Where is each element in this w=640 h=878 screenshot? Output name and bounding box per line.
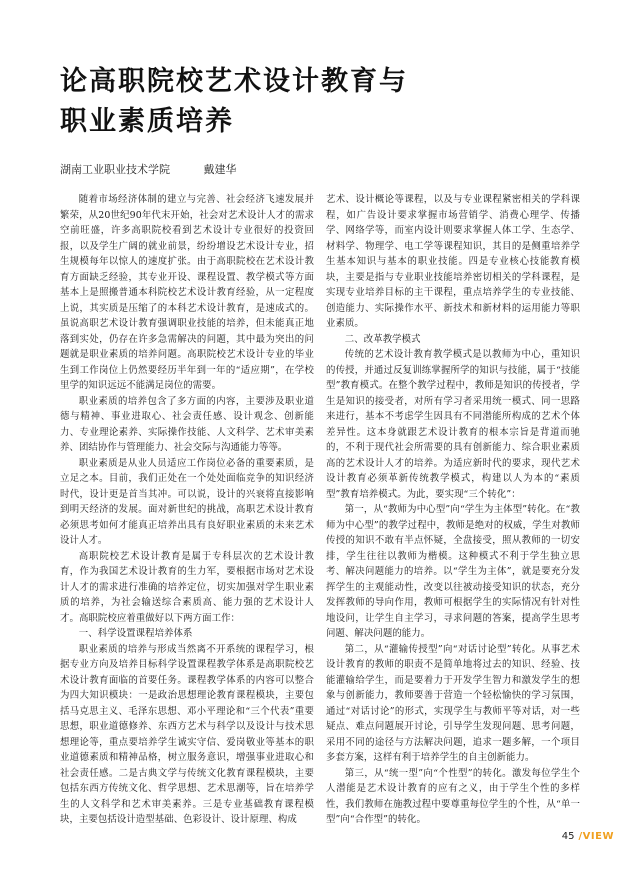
body-paragraph: 第三，从“统一型”向“个性型”的转化。激发每位学生个人潜能是艺术设计教育的应有之义，由于学生个性的多样性，我们教师在施教过程中要尊重每位学生的个性，从“单一型”向“合作型”的转化。: [326, 767, 580, 825]
body-paragraph: 职业素质是从业人员适应工作岗位必备的重要素质，是立足之本。目前，我们正处在一个处处面临竞争的知识经济时代，设计更是首当其冲。可以说，设计的兴衰将直接影响到明天经济的发展。面对新世纪的挑战，高职艺术设计教育必须思考如何才能真正培养出具有良好职业素质的未来艺术设计人才。: [60, 457, 314, 546]
body-paragraph: 职业素质的培养与形成当然离不开系统的课程学习，根据专业方向及培养目标科学设置课程教学体系是高职院校艺术设计教育面临的首要任务。课程教学体系的内容可以整合为四大知识模块：一是政治思想理论教育课程模块，主要包括马克思主义、毛泽东思想、邓小平理论和“三个代表”重要思想，职业道德修养、东西方艺术与科学以及设计与技术思想理论等，重点要培养学生诚实守信、爱岗敬业等基本的职业道德素质和精神品格，树立服务意识，增强事业进取心和社会责任感。二是古典文学与传统文化教育课程模块，主要包括东西方传统文化、哲学思想、艺术思潮等，旨在培养学生的人文科学和艺术审美素养。三是专业基础教育课程模块，主要包括设计造型基础、色彩设计、设计原理、构成: [60, 643, 314, 825]
article-title-line-2: 职业素质培养: [60, 106, 234, 137]
byline: [60, 161, 237, 177]
body-paragraph: 随着市场经济体制的建立与完善、社会经济飞速发展并繁荣，从20世纪90年代末开始，社会对艺术设计人才的需求空前旺盛，许多高职院校看到艺术设计专业很好的投资回报，以及学生广阔的就业前景，纷纷增设艺术设计专业，招生规模每年以惊人的速度扩张。由于高职院校在艺术设计教育方面缺乏经验，其专业开设、课程设置、教学模式等方面基本上是照搬普通本科院校艺术设计教育经验，从一定程度上说，其实质是压缩了的本科艺术设计教育，是速成式的。虽说高职艺术设计教育强调职业技能的培养，但未能真正地落到实处，仍存在许多急需解决的问题，其中最为突出的问题就是职业素质的培养问题。高职院校艺术设计专业的毕业生到工作岗位上仍然要经历半年到一年的“适应期”，在学校里学的知识远远不能满足岗位的需要。: [60, 194, 314, 391]
article-title: [60, 62, 580, 142]
body-paragraph: 高职院校艺术设计教育是属于专科层次的艺术设计教育，作为我国艺术设计教育的生力军，要根据市场对艺术设计人才的需求进行准确的培养定位，切实加强对学生职业素质的培养，为社会输送综合素质高、能力强的艺术设计人才。高职院校应着重做好以下两方面工作：: [60, 550, 314, 624]
article-title-line-1: 论高职院校艺术设计教育与: [60, 66, 408, 97]
section-heading: 一、科学设置课程培养体系: [78, 628, 193, 639]
left-column: [60, 192, 314, 825]
author-name: 戴建华: [203, 163, 237, 176]
right-column: [326, 192, 580, 825]
body-paragraph: 艺术、设计概论等课程，以及与专业课程紧密相关的学科课程，如广告设计要求掌握市场营销学、消费心理学、传播学、网络学等，而室内设计则要求掌握人体工学、生态学、材料学、物理学、电工学等课程知识，其目的是侧重培养学生基本知识与基本的职业技能。四是专业核心技能教育模块，主要是指与专业职业技能培养密切相关的学科课程，是实现专业培养目标的主干课程，重点培养学生的专业技能、创造能力、实际操作水平、新技术和新材料的运用能力等职业素质。: [326, 194, 580, 329]
page-footer: [562, 831, 614, 842]
body-paragraph: 职业素质的培养包含了多方面的内容，主要涉及职业道德与精神、事业进取心、社会责任感、设计观念、创新能力、专业理论素养、实际操作技能、人文科学、艺术审美素养、团结协作与管理能力、社会交际与沟通能力等等。: [60, 395, 314, 453]
body-paragraph: 第二，从“灌输传授型”向“对话讨论型”转化。从事艺术设计教育的教师的职责不是简单地将过去的知识、经验、技能灌输给学生，而是要着力于开发学生智力和激发学生的想象与创新能力，教师要善于营造一个轻松愉快的学习氛围，通过“对话讨论”的形式，实现学生与教师平等对话，对一些疑点、难点问题展开讨论，引导学生发现问题、思考问题，采用不同的途径与方法解决问题，追求一题多解，一个项目多套方案，这样有利于培养学生的自主创新能力。: [326, 643, 580, 763]
body-paragraph: 第一，从“教师为中心型”向“学生为主体型”转化。在“教师为中心型”的教学过程中，教师是绝对的权威，学生对教师传授的知识不敢有半点怀疑，全盘接受，照从教师的一切安排，学生往往以教师为楷模。这种模式不利于学生独立思考、解决问题能力的培养。以“学生为主体”，就是要充分发挥学生的主观能动性，改变以往被动接受知识的状态，充分发挥教师的导向作用，教师可根据学生的实际情况有针对性地设问，让学生自主学习，寻求问题的答案，提高学生思考问题、解决问题的能力。: [326, 504, 580, 639]
section-heading: 二、改革教学模式: [344, 333, 421, 345]
magazine-logo: /VIEW: [578, 831, 614, 842]
body-paragraph: 传统的艺术设计教育教学模式是以教师为中心，重知识的传授，并通过反复训练掌握所学的知识与技能，属于“技能型”教育模式。在整个教学过程中，教师是知识的传授者，学生是知识的接受者，对所有学习者采用统一模式、同一思路来进行，基本不考虑学生因具有不同潜能所构成的艺术个体差异性。这本身就跟艺术设计教育的根本宗旨是背道而驰的，不利于现代社会所需要的具有创新能力、综合职业素质高的艺术设计人才的培养。为适应新时代的要求，现代艺术设计教育必须革新传统教学模式，构建以人为本的“素质型”教育培养模式。为此，要实现“三个转化”：: [326, 349, 580, 500]
article-body: [60, 192, 580, 825]
author-affiliation: 湖南工业职业技术学院: [60, 163, 170, 176]
page-number: 45: [561, 831, 575, 842]
